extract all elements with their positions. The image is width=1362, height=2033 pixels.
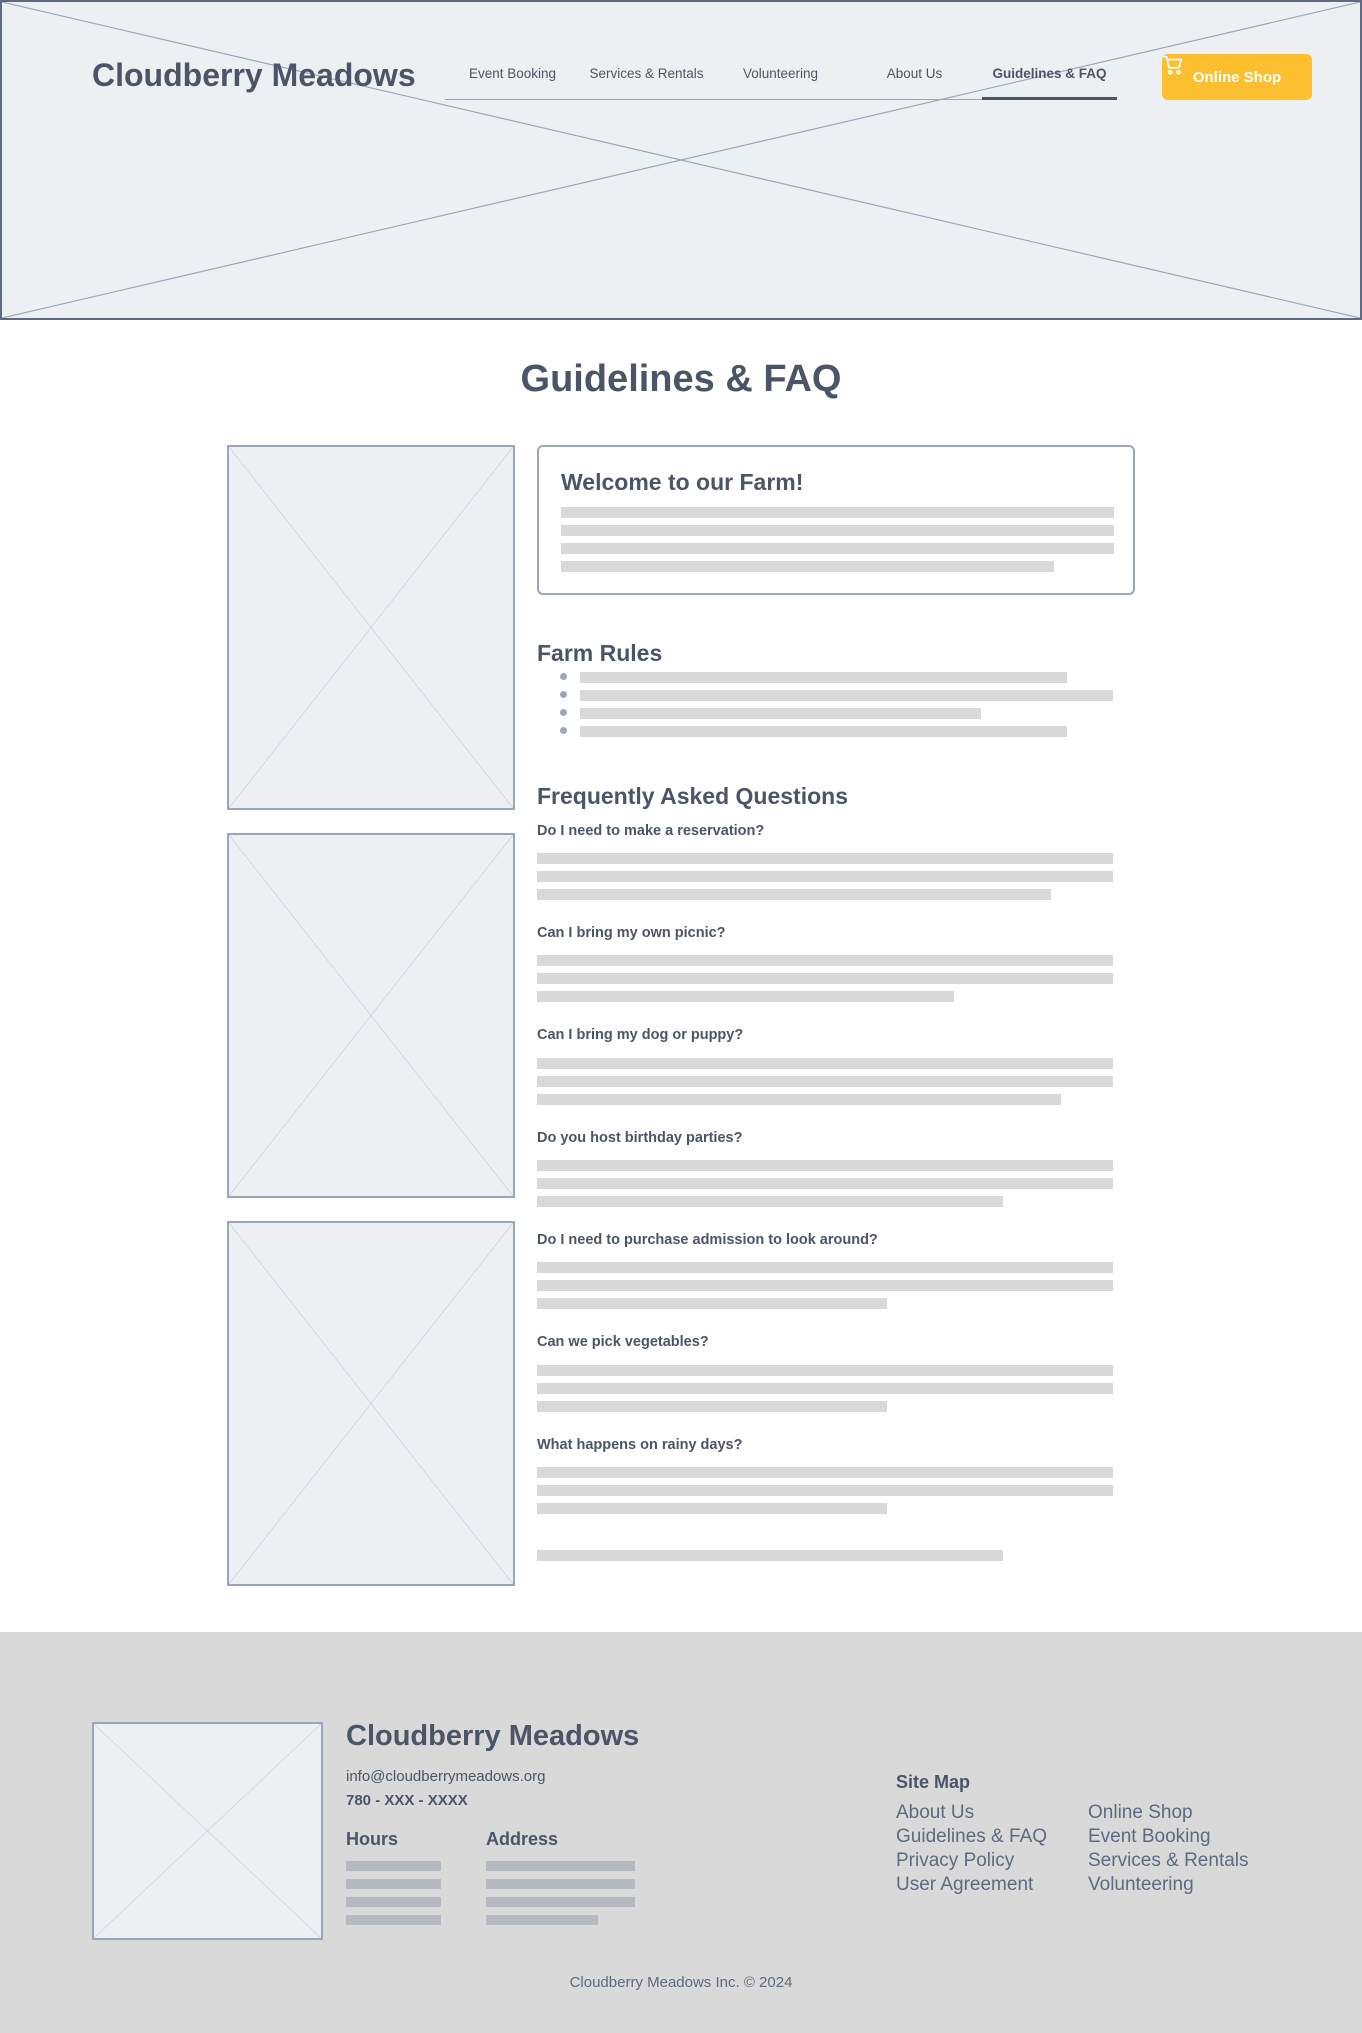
answer-line (537, 973, 1113, 984)
footer (0, 1632, 1362, 2033)
answer-line (537, 955, 1113, 966)
answer-line (537, 1094, 1061, 1105)
answer-line (537, 889, 1051, 900)
nav-active-indicator (982, 97, 1117, 100)
hours-line (346, 1879, 441, 1889)
address-line (486, 1897, 635, 1907)
faq-title: Frequently Asked Questions (537, 783, 848, 809)
text-line (561, 525, 1114, 536)
image-placeholder-icon (94, 1724, 321, 1938)
address-heading: Address (486, 1829, 559, 1849)
page-title: Guidelines & FAQ (520, 358, 842, 400)
online-shop-button[interactable] (1162, 54, 1312, 100)
bullet (560, 709, 567, 716)
nav-services-rentals[interactable]: Services & Rentals (589, 66, 704, 81)
sitemap-about-us[interactable]: About Us (896, 1802, 975, 1823)
sitemap-guidelines-faq[interactable]: Guidelines & FAQ (896, 1826, 1048, 1847)
image-placeholder-icon (229, 1223, 513, 1584)
copyright: Cloudberry Meadows Inc. © 2024 (569, 1974, 793, 1991)
faq-question: Do I need to purchase admission to look around? (537, 1232, 878, 1248)
rule-line (580, 690, 1113, 701)
farm-rules-title: Farm Rules (537, 640, 663, 666)
footer-name: Cloudberry Meadows (346, 1720, 640, 1752)
site-logo[interactable]: Cloudberry Meadows (92, 57, 416, 93)
hours-line (346, 1897, 441, 1907)
answer-line (537, 1485, 1113, 1496)
image-placeholder-1 (227, 445, 515, 810)
answer-line (537, 853, 1113, 864)
faq-question: Can we pick vegetables? (537, 1334, 709, 1350)
sitemap-online-shop[interactable]: Online Shop (1088, 1802, 1193, 1823)
hours-line (346, 1861, 441, 1871)
answer-line (537, 1467, 1113, 1478)
image-placeholder-3 (227, 1221, 515, 1586)
hero-banner-image (0, 0, 1362, 320)
image-placeholder-icon (229, 835, 513, 1196)
online-shop-label: Online Shop (1192, 68, 1282, 86)
answer-line (537, 1401, 887, 1412)
text-line (561, 561, 1054, 572)
text-line (561, 543, 1114, 554)
answer-line (537, 1298, 887, 1309)
faq-question: Can I bring my dog or puppy? (537, 1027, 744, 1043)
footer-phone: 780 - XXX - XXXX (346, 1792, 468, 1809)
rule-line (580, 672, 1067, 683)
nav-event-booking[interactable]: Event Booking (468, 66, 557, 81)
answer-line (537, 991, 954, 1002)
sitemap-services-rentals[interactable]: Services & Rentals (1088, 1850, 1249, 1871)
answer-line (537, 1196, 1003, 1207)
answer-line (537, 1365, 1113, 1376)
footer-image-placeholder (92, 1722, 323, 1940)
main-nav (445, 52, 1117, 100)
sitemap-user-agreement[interactable]: User Agreement (896, 1874, 1034, 1895)
answer-line (537, 1058, 1113, 1069)
sitemap-heading: Site Map (896, 1772, 971, 1792)
address-line (486, 1861, 635, 1871)
answer-line (537, 1160, 1113, 1171)
welcome-card (537, 445, 1135, 595)
nav-guidelines-faq[interactable]: Guidelines & FAQ (992, 66, 1107, 81)
sitemap-privacy-policy[interactable]: Privacy Policy (896, 1850, 1015, 1871)
image-placeholder-icon (229, 447, 513, 808)
address-line (486, 1915, 598, 1925)
rule-line (580, 708, 981, 719)
address-line (486, 1879, 635, 1889)
answer-line (537, 1178, 1113, 1189)
answer-line (537, 1550, 1003, 1561)
hours-heading: Hours (346, 1829, 399, 1849)
cart-icon (1162, 54, 1184, 76)
nav-about-us[interactable]: About Us (886, 66, 943, 81)
faq-question: Can I bring my own picnic? (537, 925, 726, 941)
image-placeholder-icon (2, 2, 1360, 318)
nav-volunteering[interactable]: Volunteering (742, 66, 819, 81)
image-placeholder-2 (227, 833, 515, 1198)
answer-line (537, 1383, 1113, 1394)
answer-line (537, 1262, 1113, 1273)
rule-line (580, 726, 1067, 737)
faq-question: What happens on rainy days? (537, 1437, 743, 1453)
answer-line (537, 871, 1113, 882)
bullet (560, 727, 567, 734)
footer-email[interactable]: info@cloudberrymeadows.org (346, 1768, 546, 1785)
sitemap-event-booking[interactable]: Event Booking (1088, 1826, 1211, 1847)
answer-line (537, 1280, 1113, 1291)
bullet (560, 673, 567, 680)
bullet (560, 691, 567, 698)
welcome-title: Welcome to our Farm! (561, 469, 804, 495)
answer-line (537, 1503, 887, 1514)
answer-line (537, 1076, 1113, 1087)
faq-question: Do you host birthday parties? (537, 1130, 743, 1146)
text-line (561, 507, 1114, 518)
hours-line (346, 1915, 441, 1925)
faq-question: Do I need to make a reservation? (537, 823, 765, 839)
sitemap-volunteering[interactable]: Volunteering (1088, 1874, 1194, 1895)
